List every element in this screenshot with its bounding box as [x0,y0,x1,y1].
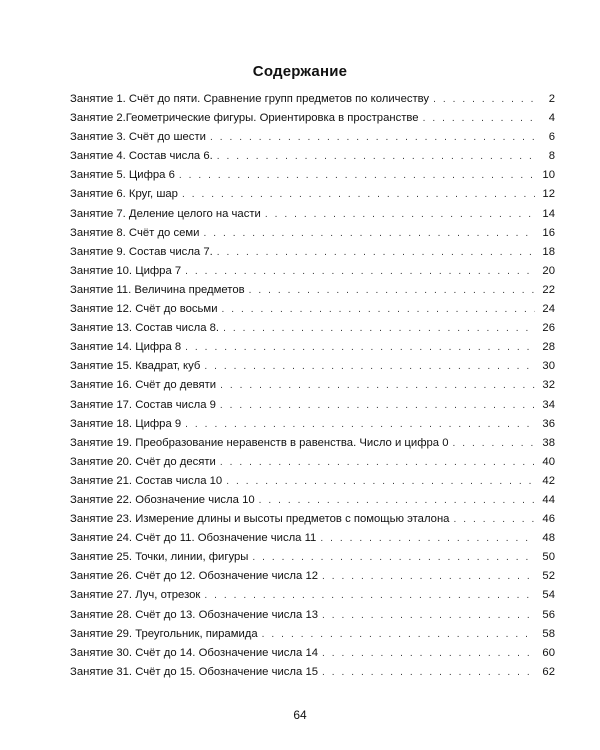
toc-leader-dots [185,338,535,357]
toc-entry[interactable] [70,415,555,434]
toc-entry-title: Занятие 4. Состав числа 6. [70,150,213,163]
toc-entry-title: Занятие 13. Состав числа 8. [70,322,220,335]
toc-entry-page: 22 [542,283,555,296]
toc-entry[interactable] [70,281,555,300]
toc-entry[interactable] [70,205,555,224]
toc-entry[interactable] [70,434,555,453]
toc-leader-dots [322,663,535,682]
toc-leader-dots [322,567,535,586]
toc-entry-page: 46 [542,513,555,526]
toc-entry-page: 4 [548,112,555,125]
toc-entry-page: 36 [542,417,555,430]
toc-entry-title: Занятие 5. Цифра 6 [70,169,175,182]
toc-entry-title: Занятие 21. Состав числа 10 [70,474,223,487]
toc-entry-page: 16 [542,226,555,239]
toc-entry[interactable] [70,567,555,586]
toc-entry-page: 40 [542,455,555,468]
toc-entry-page: 50 [542,551,555,564]
toc-entry-title: Занятие 14. Цифра 8 [70,341,182,354]
toc-entry[interactable] [70,224,555,243]
toc-entry-page: 42 [542,474,555,487]
toc-entry-page: 60 [542,646,555,659]
toc-entry[interactable] [70,453,555,472]
toc-entry[interactable] [70,586,555,605]
toc-leader-dots [204,586,535,605]
toc-entry[interactable] [70,262,555,281]
toc-entry-page: 62 [542,665,555,678]
toc-entry-page: 52 [542,570,555,583]
toc-entry-page: 8 [548,150,555,163]
toc-entry-title: Занятие 30. Счёт до 14. Обозначение числа 14 [70,646,319,659]
toc-entry-title: Занятие 18. Цифра 9 [70,417,182,430]
toc-entry[interactable] [70,529,555,548]
toc-entry[interactable] [70,357,555,376]
table-of-contents [70,90,555,682]
toc-entry-page: 32 [542,379,555,392]
toc-entry[interactable] [70,472,555,491]
toc-leader-dots [179,166,535,185]
toc-entry-title: Занятие 9. Состав числа 7. [70,245,213,258]
toc-leader-dots [265,205,535,224]
page-number: 64 [293,708,307,722]
toc-entry-title: Занятие 11. Величина предметов [70,283,245,296]
toc-entry-page: 6 [548,131,555,144]
toc-leader-dots [262,625,535,644]
toc-entry-title: Занятие 19. Преобразование неравенств в равенства. Число и цифра 0 [70,436,449,449]
toc-entry-title: Занятие 27. Луч, отрезок [70,589,201,602]
toc-leader-dots [423,109,535,128]
toc-entry[interactable] [70,243,555,262]
toc-entry-page: 34 [542,398,555,411]
toc-entry-page: 56 [542,608,555,621]
toc-entry-title: Занятие 17. Состав числа 9 [70,398,216,411]
toc-entry-title: Занятие 16. Счёт до девяти [70,379,217,392]
toc-leader-dots [322,606,535,625]
toc-entry[interactable] [70,510,555,529]
toc-leader-dots [453,510,535,529]
toc-leader-dots [249,281,535,300]
toc-entry-page: 26 [542,322,555,335]
toc-entry-title: Занятие 7. Деление целого на части [70,207,261,220]
page-title: Содержание [252,63,348,80]
toc-leader-dots [259,491,535,510]
toc-entry-page: 10 [542,169,555,182]
toc-entry-title: Занятие 2.Геометрические фигуры. Ориентировка в пространстве [70,112,419,125]
toc-entry[interactable] [70,606,555,625]
toc-entry[interactable] [70,166,555,185]
toc-entry-title: Занятие 1. Счёт до пяти. Сравнение групп предметов по количеству [70,93,430,105]
toc-leader-dots [217,147,535,166]
toc-entry[interactable] [70,128,555,147]
toc-entry-title: Занятие 29. Треугольник, пирамида [70,627,258,640]
toc-leader-dots [182,185,535,204]
toc-entry-title: Занятие 12. Счёт до восьми [70,303,218,316]
toc-entry[interactable] [70,376,555,395]
toc-leader-dots [217,243,535,262]
toc-entry-title: Занятие 10. Цифра 7 [70,264,182,277]
toc-leader-dots [220,396,535,415]
toc-entry-title: Занятие 15. Квадрат, куб [70,360,201,373]
toc-entry-title: Занятие 25. Точки, линии, фигуры [70,551,249,564]
toc-entry[interactable] [70,625,555,644]
toc-leader-dots [203,224,535,243]
toc-entry-page: 2 [548,93,555,105]
toc-entry-page: 18 [542,245,555,258]
toc-leader-dots [185,262,535,281]
toc-leader-dots [226,472,535,491]
toc-leader-dots [433,90,535,109]
toc-entry-title: Занятие 23. Измерение длины и высоты предметов с помощью эталона [70,513,450,526]
toc-leader-dots [453,434,536,453]
toc-leader-dots [220,453,535,472]
toc-entry-title: Занятие 28. Счёт до 13. Обозначение числа 13 [70,608,319,621]
toc-entry-title: Занятие 26. Счёт до 12. Обозначение числа 12 [70,570,319,583]
toc-leader-dots [220,376,535,395]
toc-entry-title: Занятие 24. Счёт до 11. Обозначение числа 11 [70,532,317,545]
toc-entry-title: Занятие 22. Обозначение числа 10 [70,493,255,506]
toc-entry-page: 28 [542,341,555,354]
toc-entry-page: 14 [542,207,555,220]
toc-entry-title: Занятие 8. Счёт до семи [70,226,200,239]
toc-entry[interactable] [70,548,555,567]
toc-entry[interactable] [70,338,555,357]
toc-leader-dots [322,644,535,663]
toc-leader-dots [204,357,535,376]
toc-entry-title: Занятие 20. Счёт до десяти [70,455,216,468]
toc-entry[interactable] [70,90,555,109]
toc-leader-dots [252,548,535,567]
toc-entry-page: 24 [542,303,555,316]
toc-entry-page: 38 [542,436,555,449]
toc-leader-dots [223,319,535,338]
toc-leader-dots [210,128,535,147]
toc-entry[interactable] [70,491,555,510]
toc-entry[interactable] [70,663,555,682]
toc-entry-page: 44 [542,493,555,506]
toc-entry-page: 20 [542,264,555,277]
toc-entry-page: 58 [542,627,555,640]
toc-entry-page: 30 [542,360,555,373]
toc-entry-page: 12 [542,188,555,201]
toc-entry[interactable] [70,396,555,415]
toc-entry[interactable] [70,300,555,319]
toc-entry[interactable] [70,319,555,338]
toc-entry-title: Занятие 31. Счёт до 15. Обозначение числа 15 [70,665,319,678]
toc-entry-page: 54 [542,589,555,602]
toc-entry-page: 48 [542,532,555,545]
toc-entry-title: Занятие 3. Счёт до шести [70,131,206,144]
toc-leader-dots [222,300,535,319]
toc-leader-dots [320,529,535,548]
toc-leader-dots [185,415,535,434]
toc-entry-title: Занятие 6. Круг, шар [70,188,178,201]
toc-entry[interactable] [70,109,555,128]
toc-entry[interactable] [70,644,555,663]
toc-entry[interactable] [70,147,555,166]
toc-entry[interactable] [70,185,555,204]
